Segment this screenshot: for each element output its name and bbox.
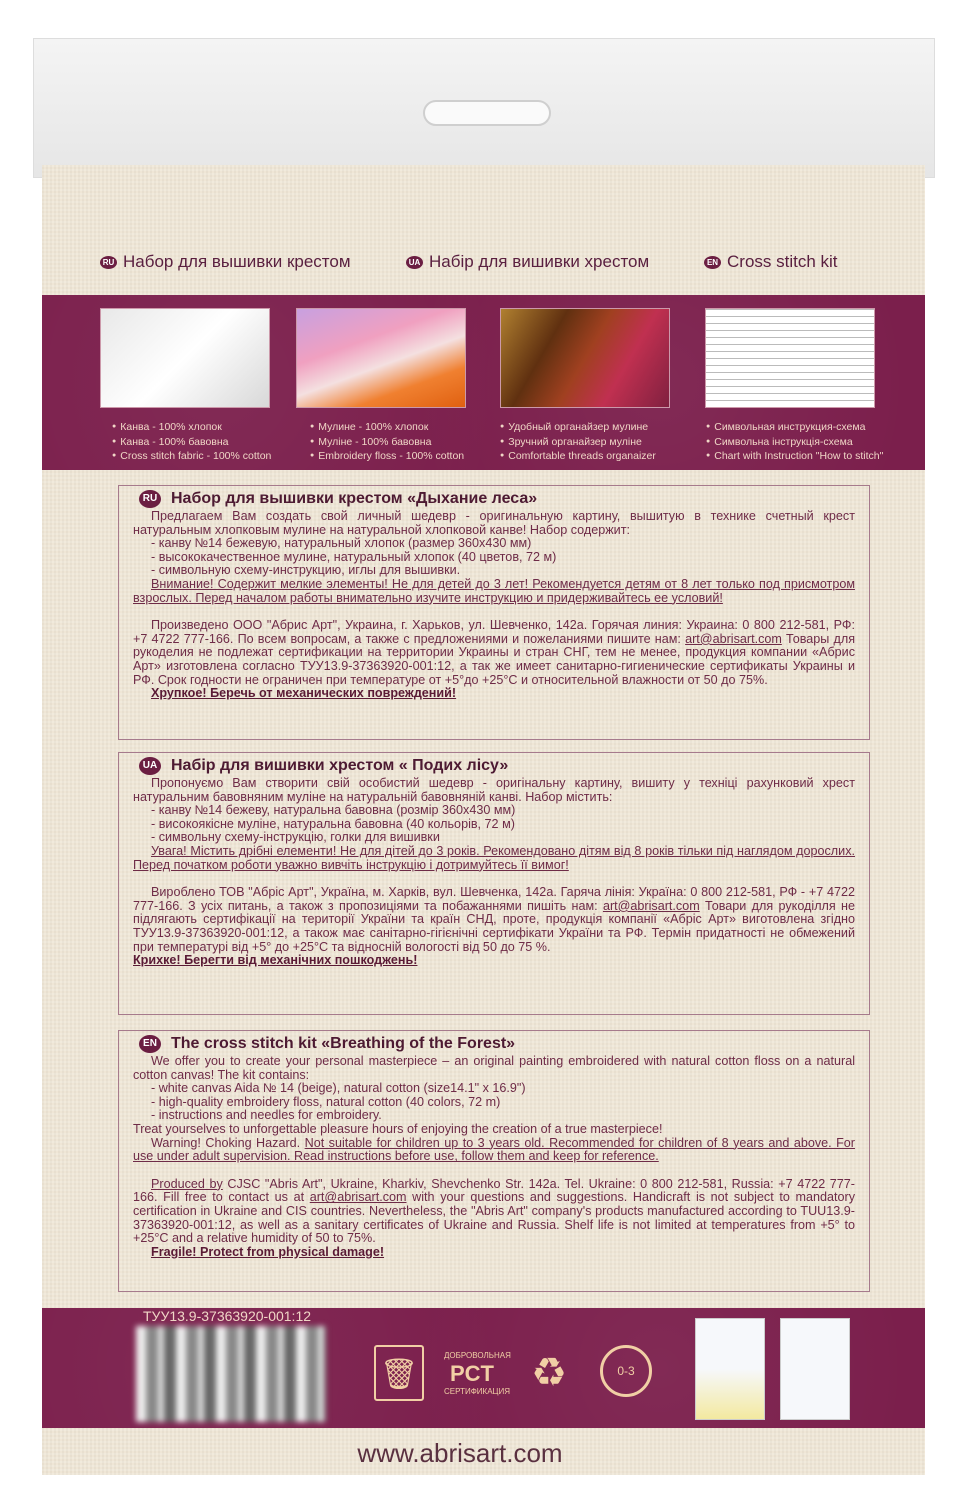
producer-a: CJSC "Abris Art", Ukraine, Kharkiv, Shevchenko Str. 142a. Tel. Ukraine: 0 800 212-581, Russia: +7 4722 777-166. Fill free to contact us at <box>133 1176 855 1205</box>
rst-certification-icon: ДОБРОВОЛЬНАЯ PCT СЕРТИФИКАЦИЯ <box>444 1351 511 1396</box>
standard-code: ТУУ13.9-37363920-001:12 <box>143 1308 312 1324</box>
en-section <box>118 1030 870 1292</box>
producer-b: Товари для рукоділля не підлягають сертифікації на території України та країн СНД, проте, продукція компанії «Абріс Арт» виготовлена згідно ТУУ13.9-37363920-001:12, а також має санітарно-гігієнічні сертифікати України та РФ. Термін придатності не обмежений при температурі від +5° до +25°С та відносній вологості від 50 до 75 %. <box>133 898 855 954</box>
intro-text: Предлагаем Вам создать свой личный шедевр - оригинальную картину, вышитую в технике счетный крест натуральным хлопковым мулине на натуральной хлопковой канве! Набор содержит: <box>133 509 855 537</box>
intro-text: We offer you to create your personal masterpiece – an original painting embroidered with natural cotton floss on a natural cotton canvas! The kit contains: <box>133 1054 855 1082</box>
feature-item: ● Канва - 100% хлопок <box>112 420 271 435</box>
producer-text <box>133 619 855 687</box>
kit-item: - высококачественное мулине, натуральный хлопок (40 цветов, 72 м) <box>151 549 557 564</box>
section-title: The cross stitch kit «Breathing of the Forest» <box>171 1035 516 1053</box>
pct-bottom: СЕРТИФИКАЦИЯ <box>444 1387 510 1396</box>
feature-item: ● Муліне - 100% бавовна <box>310 435 464 450</box>
producer-b: Товары для рукоделия не подлежат сертификации на территории Украины и стран СНГ, тем не менее, продукция компании «Абрис Арт» изготовлена согласно ТУУ13.9-37363920-001:12, а так же имеет санитарно-гигиенические сертификаты Украины и РФ. Срок годности не ограничен при температуре от +5°до +25°С и относительной влажности от 50 до 75%. <box>133 631 856 687</box>
warning-lead: Warning! Choking Hazard. <box>151 1135 301 1150</box>
header-ru <box>100 252 351 272</box>
fragile-text: Крихке! Берегти від механічних пошкоджень! <box>133 953 418 968</box>
ua-badge: UA <box>406 256 423 269</box>
producer-a: Вироблено ТОВ "Абріс Арт", Україна, м. Харків, вул. Шевченка, 142а. Гаряча лінія: Україна: 0 800 212-581, РФ - +7 4722 777-166. З усіх питань, а також з пропозиціями та побажаннями пишіть нам: <box>133 885 855 913</box>
feature-list <box>500 420 656 464</box>
ru-badge: RU <box>100 256 117 269</box>
header-label: Набір для вишивки хрестом <box>429 252 650 271</box>
certificate-image <box>695 1318 765 1420</box>
feature-item: ● Удобный органайзер мулине <box>500 420 656 435</box>
feature-list <box>112 420 271 464</box>
feature-item: ● Embroidery floss - 100% cotton <box>310 449 464 464</box>
organizer-image <box>500 308 670 408</box>
en-badge: EN <box>704 256 721 269</box>
treat-text: Treat yourselves to unforgettable pleasure hours of enjoying the creation of a true masterpiece! <box>133 1121 663 1136</box>
feature-list <box>706 420 883 464</box>
pct-top: ДОБРОВОЛЬНАЯ <box>444 1351 511 1360</box>
canvas-image <box>100 308 270 408</box>
ru-badge: RU <box>139 490 161 508</box>
feature-list <box>310 420 464 464</box>
feature-item: ● Comfortable threads organaizer <box>500 449 656 464</box>
chart-image <box>705 308 875 408</box>
warning-text <box>133 1137 855 1164</box>
header-label: Набор для вышивки крестом <box>123 252 351 271</box>
feature-item: ● Cross stitch fabric - 100% cotton <box>112 449 271 464</box>
barcode <box>136 1326 326 1422</box>
email-link[interactable]: art@abrisart.com <box>602 898 700 913</box>
feature-item: ● Зручний органайзер муліне <box>500 435 656 450</box>
kit-item: - instructions and needles for embroidery. <box>151 1108 382 1123</box>
kit-item: - символьную схему-инструкцию, иглы для вышивки. <box>151 563 461 578</box>
producer-text <box>133 1178 855 1246</box>
trash-bin-icon: 🗑 <box>374 1345 424 1401</box>
website-url[interactable]: www.abrisart.com <box>357 1438 563 1468</box>
kit-item: - канву №14 бежевую, натуральный хлопок (размер 360х430 мм) <box>151 536 532 551</box>
intro-text: Пропонуємо Вам створити свій особистий шедевр - оригінальну картину, вишиту у техніці рахунковий хрест натуральним бавовняним муліне на натуральній бавовняній канві. Набор містить: <box>133 776 855 804</box>
producer-text <box>133 886 855 954</box>
kit-item: - високоякісне муліне, натуральна бавовна (40 кольорів, 72 м) <box>151 816 515 831</box>
kit-item: - символьну схему-інструкцію, голки для вишивки <box>151 830 440 845</box>
fragile-text: Хрупкое! Беречь от механических повреждений! <box>151 686 457 701</box>
feature-item: ● Канва - 100% бавовна <box>112 435 271 450</box>
producer-b: with your questions and suggestions. Handicraft is not subject to mandatory certification in Ukraine and CIS countries. Nevertheless, the "Abris Art" company's products manufactured according to TUU13.9-37363920-001:12, as well as a sanitary certificates of Ukraine and Russia. Shelf life is not limited at temperatures from +5° to +25°C and a relative humidity of 50 to 75%. <box>133 1190 856 1246</box>
email-link[interactable]: art@abrisart.com <box>685 631 782 646</box>
en-badge: EN <box>139 1035 161 1053</box>
ru-section <box>118 485 870 740</box>
age-restriction-icon <box>600 1345 652 1397</box>
warning-body: Not suitable for children up to 3 years old. Recommended for children of 8 years and above. For use under adult supervision. Read instructions before use, follow them and keep for reference. <box>133 1135 856 1164</box>
section-title: Набір для вишивки хрестом « Подих лісу» <box>171 757 509 775</box>
header-ua <box>406 252 649 272</box>
header-en <box>704 252 838 272</box>
warning-text: Увага! Містить дрібні елементи! Не для дітей до 3 років. Рекомендовано дітям від 8 років тільки під наглядом дорослих. Перед початком роботи уважно вивчіть інструкцію і дотримуйтесь її вимог! <box>133 843 855 872</box>
recycle-icon: ♻ <box>531 1351 567 1395</box>
floss-image <box>296 308 466 408</box>
feature-item: ● Мулине - 100% хлопок <box>310 420 464 435</box>
certificate-image <box>780 1318 850 1420</box>
kit-item: - white canvas Aida № 14 (beige), natural cotton (size14.1" x 16.9") <box>151 1081 526 1096</box>
age-label: 0-3 <box>617 1364 635 1378</box>
producer-lead: Produced by <box>151 1176 223 1191</box>
header-label: Cross stitch kit <box>727 252 838 271</box>
section-title: Набор для вышивки крестом «Дыхание леса» <box>171 490 538 508</box>
ua-badge: UA <box>139 757 161 775</box>
feature-item: ● Символьна інструкція-схема <box>706 435 883 450</box>
feature-item: ● Chart with Instruction "How to stitch" <box>706 449 883 464</box>
ua-section <box>118 752 870 1015</box>
fragile-text: Fragile! Protect from physical damage! <box>151 1244 385 1259</box>
warning-text: Внимание! Содержит мелкие элементы! Не для детей до 3 лет! Рекомендуется детям от 8 лет только под присмотром взрослых. Перед началом работы внимательно изучите инструкцию и придерживайтесь ее условий! <box>133 576 855 605</box>
feature-item: ● Символьная инструкция-схема <box>706 420 883 435</box>
email-link[interactable]: art@abrisart.com <box>309 1190 407 1205</box>
producer-a: Произведено ООО "Абрис Арт", Украина, г. Харьков, ул. Шевченко, 142а. Горячая линия: Украина: 0 800 212-581, РФ: +7 4722 777-166. По всем вопросам, а также с предложениями и пожеланиями пишите нам: <box>133 618 855 646</box>
hanger-hole <box>423 100 551 126</box>
kit-item: - канву №14 бежеву, натуральна бавовна (розмір 360х430 мм) <box>151 803 516 818</box>
kit-item: - high-quality embroidery floss, natural cotton (40 colors, 72 m) <box>151 1094 501 1109</box>
